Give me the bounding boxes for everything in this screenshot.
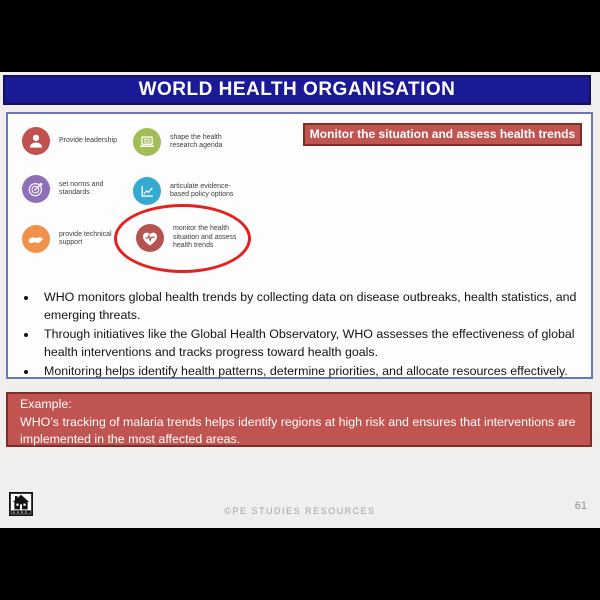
slide	[0, 72, 600, 528]
function-label: articulate evidence- based policy options	[170, 182, 234, 198]
function-label: set norms and standards	[59, 180, 104, 196]
handshake-icon	[22, 225, 50, 253]
bullet-item: • Monitoring helps identify health patterns, determine priorities, and allocate resources effectively.	[38, 362, 598, 380]
bullet-item: • Through initiatives like the Global Health Observatory, WHO assesses the effectiveness of global health interventions and tracks progress toward health goals.	[38, 325, 598, 361]
chart-icon	[133, 177, 161, 205]
page-number: 61	[574, 500, 587, 512]
function-item-leadership	[22, 127, 143, 155]
topic-banner: Monitor the situation and assess health trends	[303, 123, 582, 146]
function-label: Provide leadership	[59, 136, 117, 144]
function-label: shape the health research agenda	[170, 133, 223, 149]
function-label: provide technical support	[59, 230, 112, 246]
function-item-technical-support	[22, 225, 119, 253]
page-title: WORLD HEALTH ORGANISATION	[3, 75, 591, 105]
target-icon	[22, 175, 50, 203]
example-body: WHO’s tracking of malaria trends helps identify regions at high risk and ensures that interventions are implemented in the most affected areas.	[20, 414, 576, 446]
footer-credit: ©PE STUDIES RESOURCES	[224, 506, 376, 516]
function-item-norms	[22, 175, 115, 203]
laptop-icon	[133, 128, 161, 156]
example-heading: Example:	[20, 397, 72, 411]
bullet-item: • WHO monitors global health trends by collecting data on disease outbreaks, health statistics, and emerging threats.	[38, 288, 598, 324]
function-label: monitor the health situation and assess health trends	[173, 225, 237, 250]
example-callout	[6, 392, 592, 447]
function-item-research	[133, 128, 232, 156]
function-item-policy	[133, 177, 248, 205]
heart-pulse-icon	[136, 224, 164, 252]
person-icon	[22, 127, 50, 155]
bullet-list	[14, 288, 598, 381]
function-item-monitor-trends	[136, 224, 253, 252]
